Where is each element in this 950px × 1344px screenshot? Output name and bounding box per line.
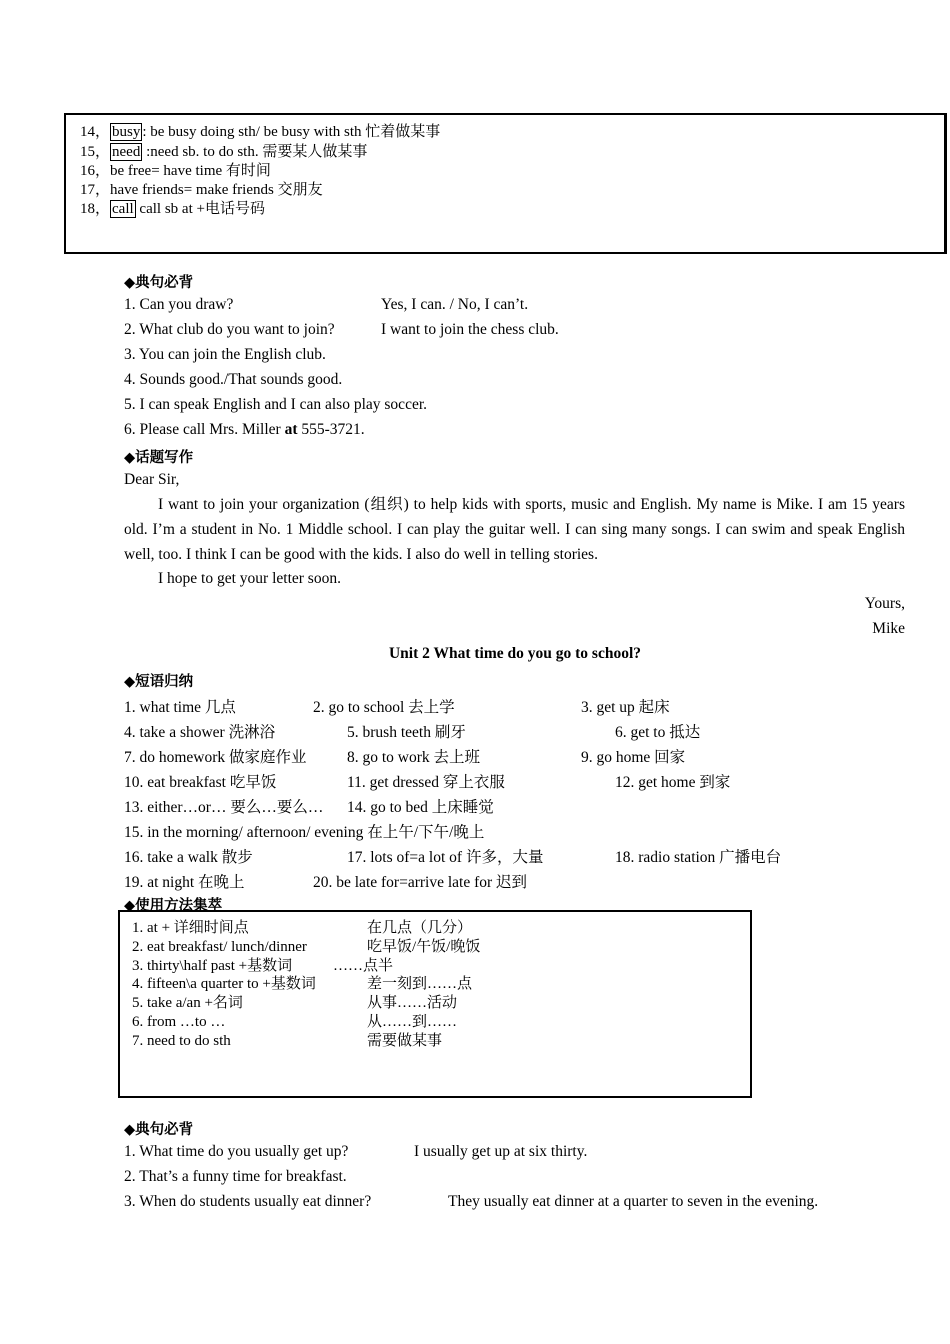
phrase-1: 1. what time 几点 [124, 699, 236, 716]
unit2-sentence-3-question: 3. When do students usually eat dinner? [124, 1193, 372, 1210]
usage-item-4-cn: 差一刻到……点 [367, 976, 473, 992]
sentence-5: 5. I can speak English and I can also play soccer. [124, 396, 428, 413]
phrase-6: 6. get to 抵达 [615, 724, 701, 741]
phrase-20: 20. be late for=arrive late for 迟到 [313, 874, 528, 891]
usage-item-7-en: 7. need to do sth [132, 1033, 231, 1049]
unit2-sentence-1-answer: I usually get up at six thirty. [414, 1143, 588, 1160]
usage-item-6-en: 6. from …to … [132, 1014, 226, 1030]
usage-item-2-en: 2. eat breakfast/ lunch/dinner [132, 939, 307, 955]
usage-item-3-cn: ……点半 [333, 958, 394, 974]
boxed-word-busy: busy [112, 124, 141, 140]
unit-2-title: Unit 2 What time do you go to school? [388, 645, 642, 662]
sentence-2-question: 2. What club do you want to join? [124, 321, 335, 338]
usage-item-6-cn: 从……到…… [367, 1014, 458, 1030]
letter-paragraph-2: I hope to get your letter soon. [158, 570, 341, 587]
letter-signature: Mike [872, 620, 905, 637]
usage-item-5-en: 5. take a/an +名词 [132, 995, 243, 1011]
sentence-6: 6. Please call Mrs. Miller at 555-3721. [124, 421, 365, 438]
sentence-2-answer: I want to join the chess club. [381, 321, 559, 338]
sentence-1-answer: Yes, I can. / No, I can’t. [381, 296, 529, 313]
phrase-line-17: 17，have friends= make friends 交朋友 [80, 182, 323, 198]
phrase-line-15: 15， need :need sb. to do sth. 需要某人做某事 [80, 144, 368, 160]
unit2-sentence-2: 2. That’s a funny time for breakfast. [124, 1168, 347, 1185]
usage-item-1-en: 1. at + 详细时间点 [132, 920, 249, 936]
phrase-line-14: 14， busy : be busy doing sth/ be busy with sth 忙着做某事 [80, 124, 441, 140]
phrase-2: 2. go to school 去上学 [313, 699, 455, 716]
unit2-sentence-3-answer: They usually eat dinner at a quarter to seven in the evening. [448, 1193, 819, 1210]
usage-item-7-cn: 需要做某事 [367, 1033, 443, 1049]
phrase-17: 17. lots of=a lot of 许多，大量 [347, 849, 544, 866]
phrase-7: 7. do homework 做家庭作业 [124, 749, 307, 766]
section-heading-key-sentences-2: ◆典句必背 [124, 1122, 194, 1138]
section-heading-usage: ◆使用方法集萃 [124, 898, 223, 914]
letter-closing: Yours, [864, 595, 905, 612]
phrase-line-18: 18， call call sb at +电话号码 [80, 201, 265, 217]
letter-paragraph-1: I want to join your organization (组织) to help kids with sports, music and English. My name is Mike. I am 15 years old. I’m a student in No. 1 Middle school. I can play the guitar well. I can sing many songs. I can swim and speak English well, too. I think I can be good with the kids. I also do well in telling stories. [124, 496, 905, 563]
usage-item-2-cn: 吃早饭/午饭/晚饭 [367, 939, 481, 955]
phrase-15: 15. in the morning/ afternoon/ evening 在上午/下午/晚上 [124, 824, 485, 841]
phrase-13: 13. either…or… 要么…要么… [124, 799, 324, 816]
phrase-4: 4. take a shower 洗淋浴 [124, 724, 276, 741]
phrase-16: 16. take a walk 散步 [124, 849, 253, 866]
boxed-word-need: need [112, 144, 141, 160]
section-heading-writing: ◆话题写作 [124, 450, 194, 466]
phrase-19: 19. at night 在晚上 [124, 874, 245, 891]
sentence-1-question: 1. Can you draw? [124, 296, 234, 313]
phrase-10: 10. eat breakfast 吃早饭 [124, 774, 277, 791]
usage-item-3-en: 3. thirty\half past +基数词 [132, 958, 293, 974]
phrase-12: 12. get home 到家 [615, 774, 731, 791]
section-heading-key-sentences: ◆典句必背 [124, 275, 194, 291]
section-heading-phrases: ◆短语归纳 [124, 674, 194, 690]
phrase-8: 8. go to work 去上班 [347, 749, 481, 766]
phrase-11: 11. get dressed 穿上衣服 [347, 774, 505, 791]
usage-item-4-en: 4. fifteen\a quarter to +基数词 [132, 976, 316, 992]
sentence-4: 4. Sounds good./That sounds good. [124, 371, 343, 388]
phrase-3: 3. get up 起床 [581, 699, 670, 716]
phrase-box-top [64, 113, 947, 254]
phrase-18: 18. radio station 广播电台 [615, 849, 782, 866]
usage-box [118, 910, 752, 1098]
unit2-sentence-1-question: 1. What time do you usually get up? [124, 1143, 349, 1160]
usage-item-5-cn: 从事……活动 [367, 995, 458, 1011]
boxed-word-call: call [112, 201, 134, 217]
phrase-5: 5. brush teeth 刷牙 [347, 724, 466, 741]
usage-item-1-cn: 在几点（几分） [367, 920, 473, 936]
phrase-14: 14. go to bed 上床睡觉 [347, 799, 494, 816]
phrase-9: 9. go home 回家 [581, 749, 686, 766]
phrase-line-16: 16，be free= have time 有时间 [80, 163, 271, 179]
sentence-3: 3. You can join the English club. [124, 346, 326, 363]
letter-greeting: Dear Sir, [124, 471, 180, 488]
